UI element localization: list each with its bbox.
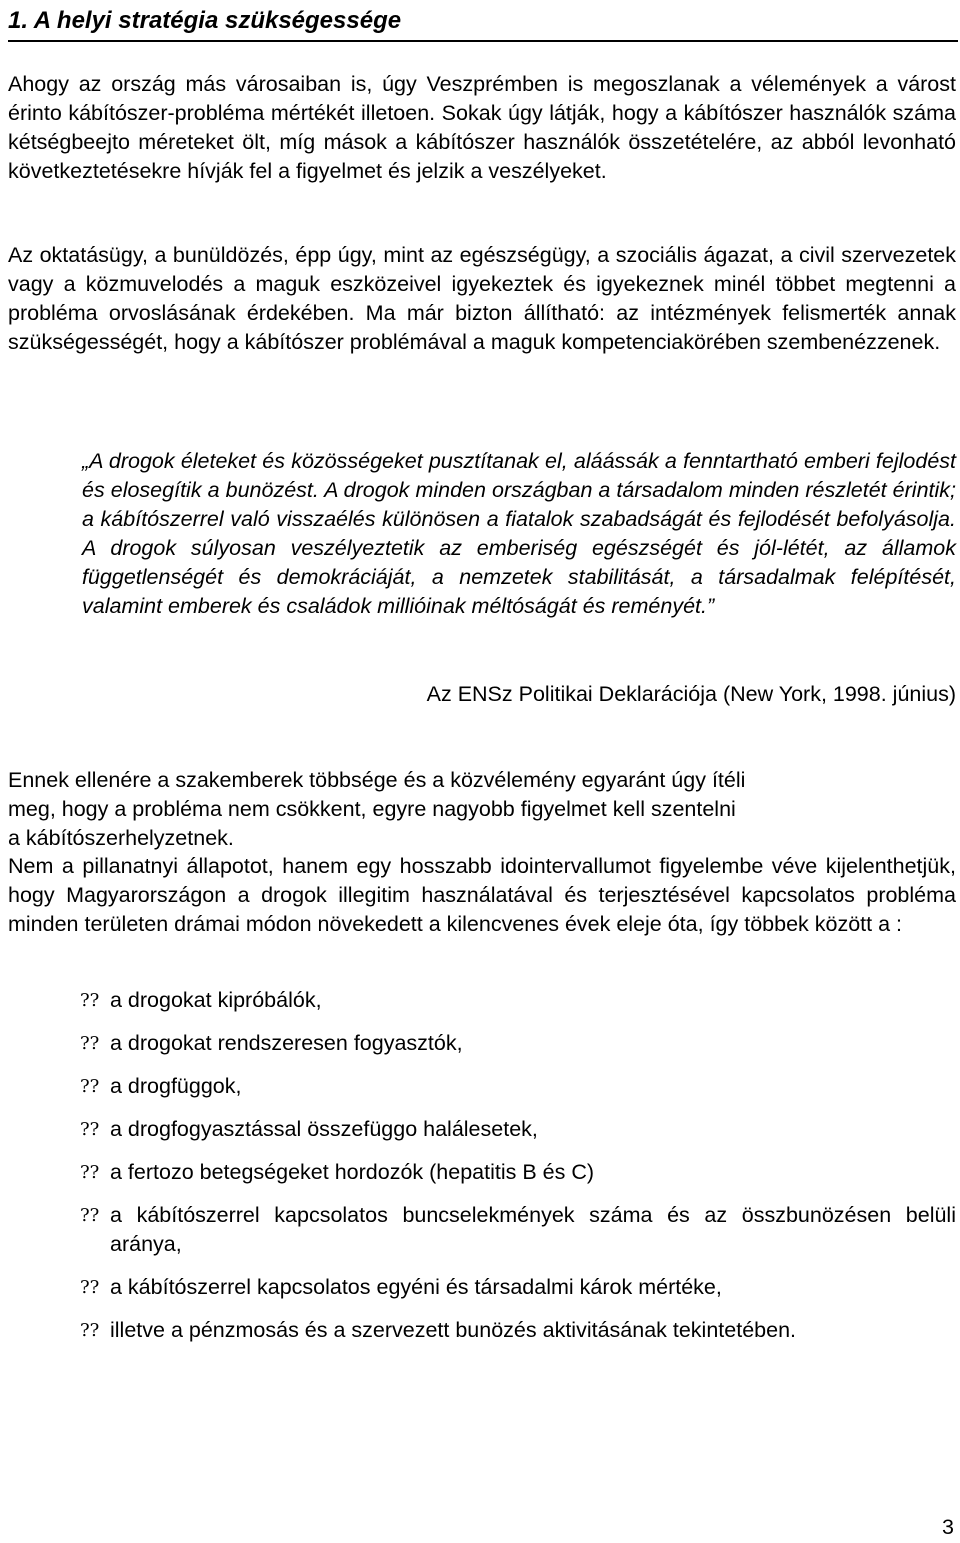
list-item (80, 1273, 956, 1302)
section-heading: 1. A helyi stratégia szükségessége (8, 4, 958, 42)
paragraph-intro: Ahogy az ország más városaiban is, úgy Veszprémben is megoszlanak a vélemények a várost érinto kábítószer-probléma mértékét illetoen. Sokak úgy látják, hogy a kábítószer használók száma kétségbeejto méreteket ölt, míg mások a kábítószer használók összetételére, az abból levonható következtetésekre hívják fel a figyelmet és jelzik a veszélyeket. (8, 72, 956, 183)
text-line: meg, hogy a probléma nem csökkent, egyre nagyobb figyelmet kell szentelni (8, 797, 736, 821)
list-item-text: a kábítószerrel kapcsolatos egyéni és társadalmi károk mértéke, (110, 1275, 722, 1299)
bullet-glyph: ?? (80, 1162, 100, 1183)
text-line: a kábítószerhelyzetnek. (8, 826, 234, 850)
bullet-glyph: ?? (80, 1277, 100, 1298)
paragraph-institutions: Az oktatásügy, a bunüldözés, épp úgy, mint az egészségügy, a szociális ágazat, a civil szervezetek vagy a közmuvelodés a maguk eszközeivel igyekeztek és igyekeznek minél többet megtenni a probléma orvoslásának érdekében. Ma már bizton állítható: az intézmények felismerték annak szükségességét, hogy a kábítószer problémával a maguk kompetenciakörében szembenézzenek. (8, 243, 956, 354)
list-item-text: a drogfüggok, (110, 1074, 242, 1098)
list-item (80, 1115, 956, 1144)
list-item (80, 1158, 956, 1187)
list-item-text: a drogokat rendszeresen fogyasztók, (110, 1031, 463, 1055)
bullet-glyph: ?? (80, 990, 100, 1011)
list-item-text: illetve a pénzmosás és a szervezett bunözés aktivitásának tekintetében. (110, 1318, 796, 1342)
list-item-text: a drogokat kipróbálók, (110, 988, 322, 1012)
paragraph-trend: Nem a pillanatnyi állapotot, hanem egy hosszabb idointervallumot figyelembe véve kijelenthetjük, hogy Magyarországon a drogok illegitim használatával és terjesztésével kapcsolatos probléma minden területen drámai módon növekedett a kilencvenes évek eleje óta, így többek között a : (8, 854, 956, 936)
bullet-glyph: ?? (80, 1205, 100, 1226)
list-item (80, 986, 956, 1015)
text-line: Ennek ellenére a szakemberek többsége és a közvélemény egyaránt úgy ítéli (8, 768, 746, 792)
list-item-text: a kábítószerrel kapcsolatos buncselekmények száma és az összbunözésen belüli aránya, (110, 1203, 956, 1256)
list-item-text: a fertozo betegségeket hordozók (hepatitis B és C) (110, 1160, 595, 1184)
list-item (80, 1316, 956, 1345)
list-item (80, 1201, 956, 1259)
paragraph-experts-opinion (8, 766, 956, 853)
bullet-glyph: ?? (80, 1033, 100, 1054)
drug-problem-list (80, 986, 956, 1345)
quote-source: Az ENSz Politikai Deklarációja (New York, 1998. június) (426, 682, 956, 706)
bullet-glyph: ?? (80, 1119, 100, 1140)
list-item (80, 1072, 956, 1101)
list-item-text: a drogfogyasztással összefüggo halálesetek, (110, 1117, 538, 1141)
bullet-glyph: ?? (80, 1320, 100, 1341)
bullet-glyph: ?? (80, 1076, 100, 1097)
list-item (80, 1029, 956, 1058)
un-declaration-quote: „A drogok életeket és közösségeket pusztítanak el, aláássák a fenntartható emberi fejlodést és elosegítik a bunözést. A drogok minden országban a társadalom minden részletét érintik; a kábítószerrel való visszaélés különösen a fiatalok szabadságát és fejlodését befolyásolja. A drogok súlyosan veszélyeztetik az emberiség egészségét és jól-létét, az államok függetlenségét és demokráciáját, a nemzetek stabilitását, a társadalmak felépítését, valamint emberek és családok millióinak méltóságát és reményét.” (82, 449, 956, 618)
page-number: 3 (942, 1515, 954, 1539)
